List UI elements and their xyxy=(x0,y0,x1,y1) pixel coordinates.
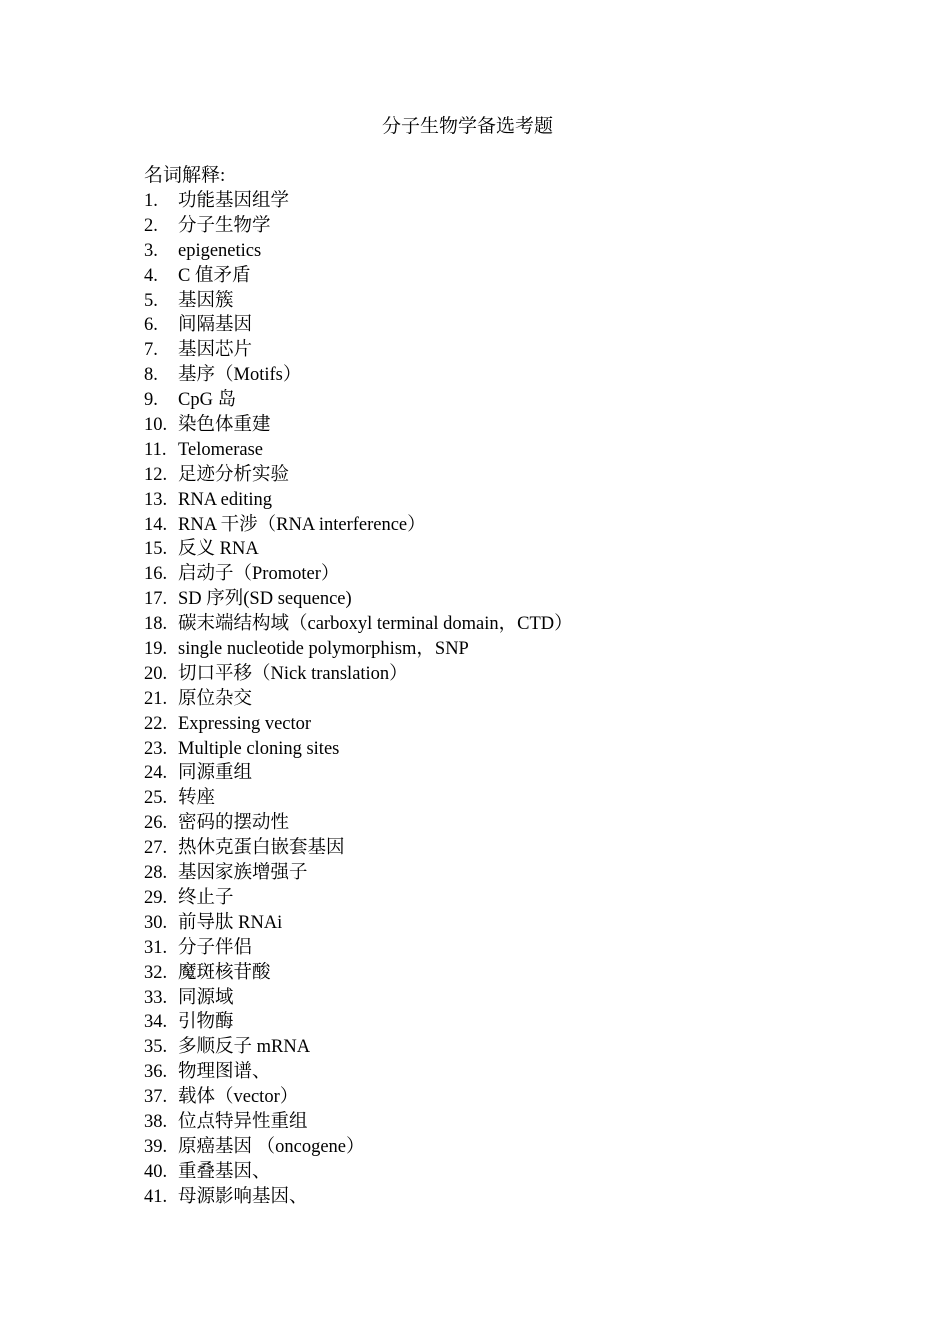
term-text: 功能基因组学 xyxy=(178,191,290,211)
term-text: 同源域 xyxy=(178,987,234,1008)
term-number: 22. xyxy=(144,713,168,734)
term-text: 引物酶 xyxy=(178,1012,234,1033)
term-number: 18. xyxy=(144,614,168,635)
term-text: 终止子 xyxy=(178,887,234,908)
term-item xyxy=(144,712,573,737)
term-item xyxy=(144,911,573,936)
term-item xyxy=(144,289,573,314)
term-text: 染色体重建 xyxy=(178,415,271,436)
term-text: epigenetics xyxy=(178,240,262,261)
term-number: 23. xyxy=(144,738,168,759)
term-text: 基因簇 xyxy=(178,290,234,311)
term-text: 前导肽 RNAi xyxy=(178,912,283,933)
term-number: 21. xyxy=(144,688,168,709)
term-item xyxy=(144,786,573,811)
term-item xyxy=(144,1110,573,1135)
term-number: 5. xyxy=(144,290,158,311)
term-item xyxy=(144,1035,573,1060)
term-number: 7. xyxy=(144,340,158,361)
term-item xyxy=(144,761,573,786)
term-text: 基因芯片 xyxy=(178,340,253,361)
term-item xyxy=(144,1010,573,1035)
term-item xyxy=(144,413,573,438)
term-number: 35. xyxy=(144,1037,168,1058)
term-text: Telomerase xyxy=(178,439,263,460)
term-number: 2. xyxy=(144,215,158,236)
term-text: 载体（vector） xyxy=(178,1087,299,1108)
term-text: RNA editing xyxy=(178,489,273,510)
term-text: CpG 岛 xyxy=(178,390,237,411)
term-item xyxy=(144,737,573,762)
term-text: 分子伴侣 xyxy=(178,937,253,958)
term-number: 25. xyxy=(144,788,168,809)
term-item xyxy=(144,1160,573,1185)
term-text: 反义 RNA xyxy=(178,539,259,560)
term-text: 重叠基因、 xyxy=(178,1161,271,1182)
term-text: 物理图谱、 xyxy=(178,1062,271,1083)
term-item xyxy=(144,463,573,488)
term-item xyxy=(144,438,573,463)
term-number: 33. xyxy=(144,987,168,1008)
term-text: Multiple cloning sites xyxy=(178,738,340,759)
term-text: 同源重组 xyxy=(178,763,253,784)
term-number: 8. xyxy=(144,365,158,386)
term-number: 4. xyxy=(144,265,158,286)
term-item xyxy=(144,488,573,513)
term-number: 38. xyxy=(144,1111,168,1132)
term-number: 13. xyxy=(144,489,168,510)
term-item xyxy=(144,986,573,1011)
term-item xyxy=(144,388,573,413)
term-text: RNA 干涉（RNA interference） xyxy=(178,514,426,535)
term-item xyxy=(144,662,573,687)
term-item xyxy=(144,264,573,289)
term-number: 16. xyxy=(144,564,168,585)
term-number: 11. xyxy=(144,439,167,460)
term-text: 母源影响基因、 xyxy=(178,1186,308,1207)
section-heading: 名词解释: xyxy=(144,165,226,186)
term-item xyxy=(144,811,573,836)
term-text: 原癌基因 （oncogene） xyxy=(178,1136,365,1157)
term-number: 27. xyxy=(144,838,168,859)
term-text: 切口平移（Nick translation） xyxy=(178,663,408,684)
term-number: 41. xyxy=(144,1186,168,1207)
term-text: 密码的摆动性 xyxy=(178,813,290,834)
term-item xyxy=(144,612,573,637)
term-item xyxy=(144,637,573,662)
term-item xyxy=(144,1085,573,1110)
term-text: Expressing vector xyxy=(178,713,312,734)
term-number: 3. xyxy=(144,240,158,261)
term-number: 24. xyxy=(144,763,168,784)
term-item xyxy=(144,313,573,338)
term-number: 14. xyxy=(144,514,168,535)
term-list xyxy=(144,189,573,1210)
term-text: 分子生物学 xyxy=(178,215,271,236)
term-text: 转座 xyxy=(178,788,216,809)
term-number: 37. xyxy=(144,1087,168,1108)
term-number: 15. xyxy=(144,539,168,560)
term-item xyxy=(144,214,573,239)
term-number: 9. xyxy=(144,390,158,411)
term-number: 29. xyxy=(144,887,168,908)
term-item xyxy=(144,1185,573,1210)
term-number: 28. xyxy=(144,863,168,884)
term-text: C 值矛盾 xyxy=(178,265,251,286)
term-text: 碳末端结构域（carboxyl terminal domain，CTD） xyxy=(178,614,573,635)
term-number: 1. xyxy=(144,191,158,211)
term-number: 10. xyxy=(144,415,168,436)
term-number: 20. xyxy=(144,663,168,684)
term-item xyxy=(144,1060,573,1085)
term-item xyxy=(144,961,573,986)
term-text: 启动子（Promoter） xyxy=(178,564,340,585)
term-text: single nucleotide polymorphism，SNP xyxy=(178,639,469,660)
term-text: SD 序列(SD sequence) xyxy=(178,589,352,610)
term-item xyxy=(144,836,573,861)
term-number: 34. xyxy=(144,1012,168,1033)
term-item xyxy=(144,189,573,214)
term-text: 位点特异性重组 xyxy=(178,1111,308,1132)
term-item xyxy=(144,687,573,712)
term-item xyxy=(144,861,573,886)
term-number: 32. xyxy=(144,962,168,983)
term-item xyxy=(144,239,573,264)
term-text: 魔斑核苷酸 xyxy=(178,962,271,983)
term-item xyxy=(144,537,573,562)
term-text: 间隔基因 xyxy=(178,315,253,336)
term-text: 原位杂交 xyxy=(178,688,253,709)
term-item xyxy=(144,886,573,911)
term-item xyxy=(144,513,573,538)
term-number: 40. xyxy=(144,1161,168,1182)
term-number: 19. xyxy=(144,639,168,660)
term-item xyxy=(144,562,573,587)
term-item xyxy=(144,1135,573,1160)
term-number: 26. xyxy=(144,813,168,834)
term-number: 39. xyxy=(144,1136,168,1157)
term-number: 30. xyxy=(144,912,168,933)
term-number: 6. xyxy=(144,315,158,336)
term-number: 12. xyxy=(144,464,168,485)
term-text: 多顺反子 mRNA xyxy=(178,1037,311,1058)
term-number: 36. xyxy=(144,1062,168,1083)
term-text: 基序（Motifs） xyxy=(178,365,302,386)
term-number: 31. xyxy=(144,937,168,958)
term-number: 17. xyxy=(144,589,168,610)
term-text: 热休克蛋白嵌套基因 xyxy=(178,838,345,859)
term-item xyxy=(144,363,573,388)
term-item xyxy=(144,338,573,363)
page-title: 分子生物学备选考题 xyxy=(381,116,553,137)
term-item xyxy=(144,936,573,961)
term-text: 足迹分析实验 xyxy=(178,464,290,485)
term-text: 基因家族增强子 xyxy=(178,863,308,884)
term-item xyxy=(144,587,573,612)
